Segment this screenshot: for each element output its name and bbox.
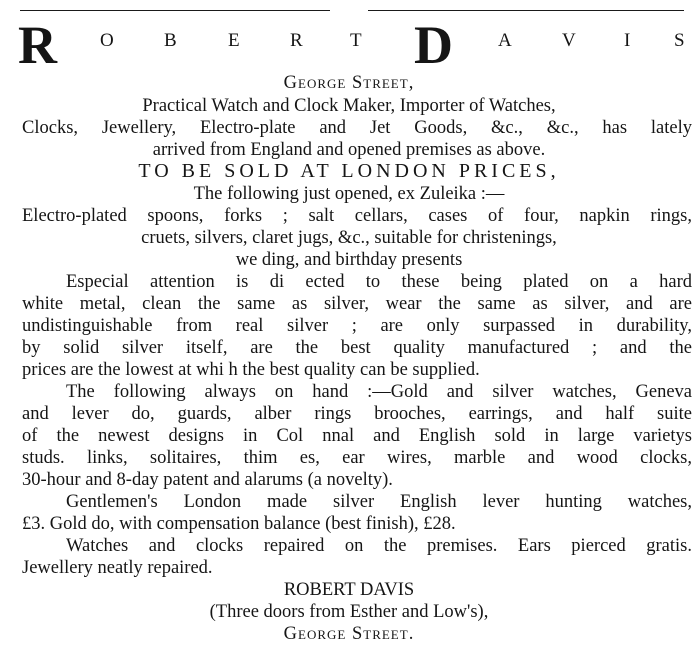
electroplate-list-line: cruets, silvers, claret jugs, &c., suitable for christenings,: [141, 228, 557, 248]
top-rule-right: [368, 10, 684, 11]
signature-address: (Three doors from Esther and Low's),: [209, 602, 489, 622]
first-name-initial: R: [18, 15, 57, 75]
trade-description-line: Clocks, Jewellery, Electro-plate and Jet Goods, &c., &c., has lately: [22, 118, 692, 138]
stock-paragraph-line: studs. links, solitaires, thim es, ear wires, marble and wood clocks,: [22, 448, 692, 468]
first-name-letter: E: [228, 30, 240, 51]
first-name-letter: T: [350, 30, 362, 51]
last-name-letter: S: [674, 30, 685, 51]
electroplate-list-line: Electro-plated spoons, forks ; salt cellars, cases of four, napkin rings,: [22, 206, 692, 226]
signature-street: George Street.: [283, 624, 415, 644]
last-name-letter: A: [498, 30, 512, 51]
stock-paragraph-line: of the newest designs in Col nnal and English sold in large varietys: [22, 426, 692, 446]
repairs-paragraph-line: Watches and clocks repaired on the premises. Ears pierced gratis.: [66, 536, 692, 556]
london-prices-heading: TO BE SOLD AT LONDON PRICES,: [138, 160, 560, 182]
advertiser-name-heading: [18, 16, 690, 74]
stock-paragraph-line: The following always on hand :—Gold and silver watches, Geneva: [66, 382, 692, 402]
plating-paragraph-line: white metal, clean the same as silver, wear the same as silver, and are: [22, 294, 692, 314]
plating-paragraph-line: undistinguishable from real silver ; are only surpassed in durability,: [22, 316, 692, 336]
last-name-initial: D: [414, 15, 453, 75]
stock-paragraph-line: 30-hour and 8-day patent and alarums (a novelty).: [22, 470, 393, 490]
arrivals-intro-line: The following just opened, ex Zuleika :—: [193, 184, 505, 204]
plating-paragraph-line: Especial attention is di ected to these being plated on a hard: [66, 272, 692, 292]
first-name-letter: R: [290, 30, 303, 51]
watches-paragraph-line: £3. Gold do, with compensation balance (best finish), £28.: [22, 514, 456, 534]
repairs-paragraph-line: Jewellery neatly repaired.: [22, 558, 213, 578]
street-subheading: George Street,: [283, 73, 415, 93]
signature-name: ROBERT DAVIS: [283, 580, 415, 600]
electroplate-list-line: we ding, and birthday presents: [235, 250, 463, 270]
trade-description-line: Practical Watch and Clock Maker, Importer of Watches,: [142, 96, 556, 116]
first-name-letter: O: [100, 30, 114, 51]
plating-paragraph-line: prices are the lowest at whi h the best quality can be supplied.: [22, 360, 480, 380]
stock-paragraph-line: and lever do, guards, alber rings brooches, earrings, and half suite: [22, 404, 692, 424]
last-name-letter: I: [624, 30, 631, 51]
top-rule-left: [20, 10, 330, 11]
plating-paragraph-line: by solid silver itself, are the best quality manufactured ; and the: [22, 338, 692, 358]
trade-description-line: arrived from England and opened premises as above.: [152, 140, 546, 160]
last-name-letter: V: [562, 30, 576, 51]
first-name-letter: B: [164, 30, 177, 51]
watches-paragraph-line: Gentlemen's London made silver English lever hunting watches,: [66, 492, 692, 512]
